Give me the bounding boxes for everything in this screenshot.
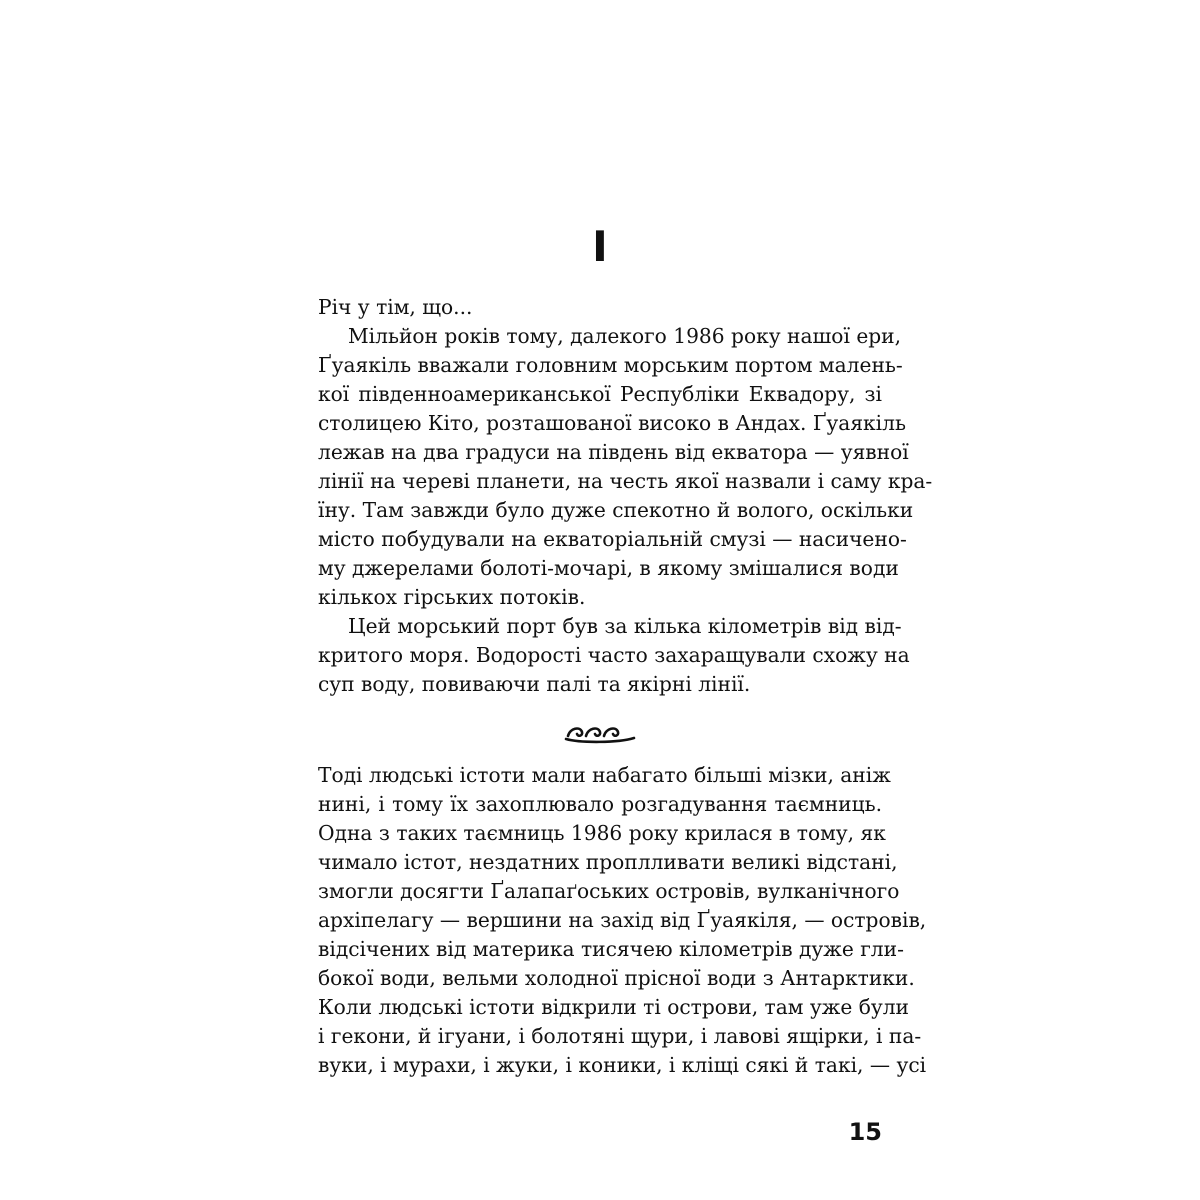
text-line: Мільйон років тому, далекого 1986 року нашої ери,: [348, 324, 902, 348]
text-line: відсічених від материка тисячею кілометрів дуже гли-: [318, 937, 904, 961]
text-line: столицею Кіто, розташованої високо в Андах. Ґуаякіль: [318, 411, 906, 435]
text-line: чимало істот, нездатних проплливати великі відстані,: [318, 850, 898, 874]
text-line: бокої води, вельми холодної прісної води з Антарктики.: [318, 966, 915, 990]
text-line: кількох гірських потоків.: [318, 585, 586, 609]
text-line: суп воду, повиваючи палі та якірні лінії.: [318, 672, 751, 696]
text-line: їну. Там завжди було дуже спекотно й волого, оскільки: [318, 498, 914, 522]
text-line: Річ у тім, що...: [318, 295, 473, 319]
text-line: місто побудували на екваторіальній смузі — насичено-: [318, 527, 907, 551]
text-line: му джерелами болоті-мочарі, в якому змішалися води: [318, 556, 899, 580]
chapter-number: I: [592, 222, 608, 271]
text-line: нині, і тому їх захоплювало розгадування таємниць.: [318, 792, 882, 816]
text-line: змогли досягти Ґалапаґоських островів, вулканічного: [318, 879, 900, 903]
page-number: 15: [848, 1118, 882, 1146]
text-line: вуки, і мурахи, і жуки, і коники, і кліщі сякі й такі, — усі: [318, 1053, 927, 1077]
text-line: критого моря. Водорості часто захаращували схожу на: [318, 643, 910, 667]
text-line: лежав на два градуси на південь від екватора — уявної: [318, 440, 909, 464]
text-line: Коли людські істоти відкрили ті острови, там уже були: [318, 995, 910, 1019]
section-one-text: [318, 293, 933, 699]
text-line: і гекони, й ігуани, і болотяні щури, і лавові ящірки, і па-: [318, 1024, 922, 1048]
section-two-text: [318, 761, 927, 1080]
text-line: Цей морський порт був за кілька кілометрів від від-: [348, 614, 902, 638]
wave-ornament-icon: [560, 708, 640, 748]
text-line: архіпелагу — вершини на захід від Ґуаякіля, — островів,: [318, 908, 927, 932]
text-line: Ґуаякіль вважали головним морським портом малень-: [318, 353, 903, 377]
text-line: Тоді людські істоти мали набагато більші мізки, аніж: [318, 763, 891, 787]
text-line: лінії на череві планети, на честь якої назвали і саму кра-: [318, 469, 933, 493]
text-line: Одна з таких таємниць 1986 року крилася в тому, як: [318, 821, 886, 845]
text-line: кої південноамериканської Республіки Еквадору, зі: [318, 382, 882, 406]
